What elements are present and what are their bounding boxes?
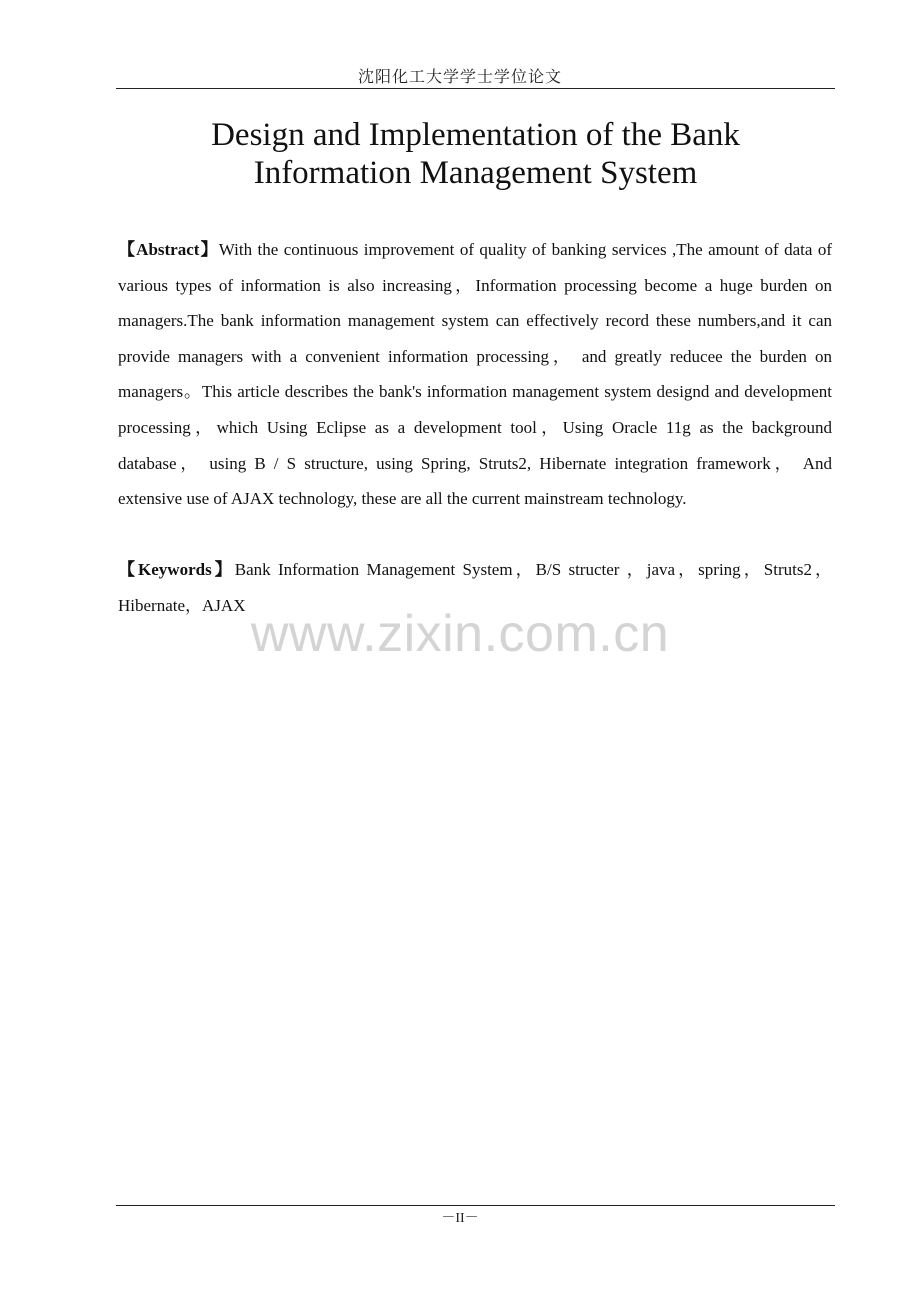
paper-title <box>116 116 835 192</box>
title-line-1: Design and Implementation of the Bank <box>211 117 740 153</box>
footer-divider <box>116 1205 835 1206</box>
abstract-label: 【Abstract】 <box>118 240 219 259</box>
watermark: www.zixin.com.cn <box>250 605 670 663</box>
abstract-text: With the continuous improvement of quality of banking services ,The amount of data of various types of information is also increasing，Information processing become a huge burden on managers.The bank information management system can effectively record these numbers,and it can provide managers with a convenient information processing， and greatly reducee the burden on managers。This article describes the bank's information management system designd and development processing，which Using Eclipse as a development tool，Using Oracle 11g as the background database， using B / S structure, using Spring, Struts2, Hibernate integration framework， And extensive use of AJAX technology, these are all the current mainstream technology. <box>118 240 833 509</box>
header-divider <box>116 88 835 89</box>
keywords-label: 【Keywords】 <box>118 560 235 579</box>
page-number: －II－ <box>441 1211 479 1226</box>
title-line-2: Information Management System <box>253 155 698 191</box>
keywords-text: Bank Information Management System，B/S structer ，java，spring，Struts2，Hibernate，AJAX <box>118 560 832 615</box>
abstract-paragraph <box>118 232 832 517</box>
running-header: 沈阳化工大学学士学位论文 <box>357 69 562 86</box>
